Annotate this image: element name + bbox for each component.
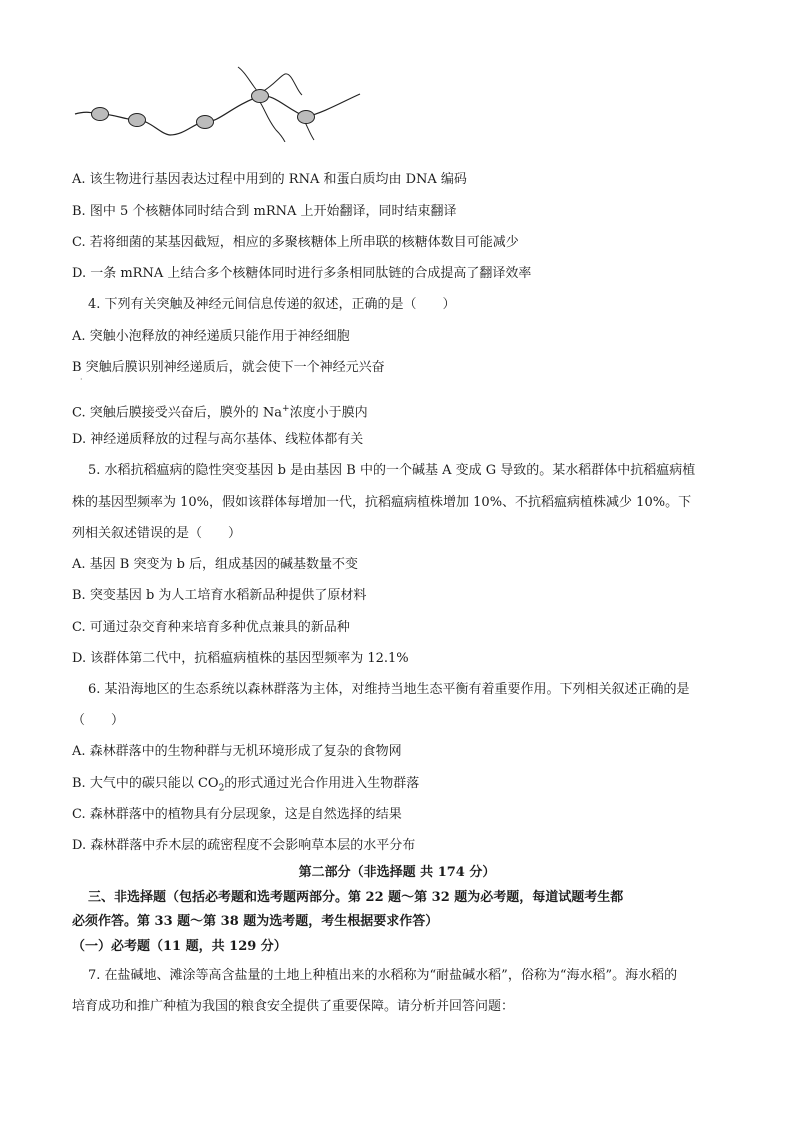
part2-title: 第二部分（非选择题 共 174 分） <box>298 865 496 880</box>
ribosome <box>252 90 269 103</box>
peptide-chain-2 <box>262 74 302 95</box>
q6-option-d: D. 森林群落中乔木层的疏密程度不会影响草本层的水平分布 <box>72 838 416 853</box>
ribosome <box>129 114 146 127</box>
q5-option-a: A. 基因 B 突变为 b 后，组成基因的碱基数量不变 <box>72 557 359 572</box>
q4-option-d: D. 神经递质释放的过程与高尔基体、线粒体都有关 <box>72 432 364 447</box>
q3-option-d: D. 一条 mRNA 上结合多个核糖体同时进行多条相同肽链的合成提高了翻译效率 <box>72 266 532 281</box>
q5-stem-line1: 5. 水稻抗稻瘟病的隐性突变基因 b 是由基因 B 中的一个碱基 A 变成 G 导致的。某水稻群体中抗稻瘟病植 <box>88 463 696 478</box>
q6-option-c: C. 森林群落中的植物具有分层现象，这是自然选择的结果 <box>72 807 402 822</box>
q5-option-c: C. 可通过杂交育种来培育多种优点兼具的新品种 <box>72 620 350 635</box>
q6-option-b: B. 大气中的碳只能以 $CO_2$的形式通过光合作用进入生物群落 <box>72 776 420 794</box>
peptide-chain-3 <box>260 102 285 142</box>
stray-dot-mark: · <box>80 375 83 384</box>
ribosome <box>92 108 109 121</box>
q4-option-c: C. 突触后膜接受兴奋后，膜外的 Na+浓度小于膜内 <box>72 404 368 421</box>
q6-stem-line2: （ ） <box>72 713 125 728</box>
q3-option-b: B. 图中 5 个核糖体同时结合到 mRNA 上开始翻译，同时结束翻译 <box>72 204 457 219</box>
q4-stem: 4. 下列有关突触及神经元间信息传递的叙述，正确的是（ ） <box>88 297 456 312</box>
q6-stem-line1: 6. 某沿海地区的生态系统以森林群落为主体，对维持当地生态平衡有着重要作用。下列相关叙述正确的是 <box>88 682 690 697</box>
q4-option-b: B 突触后膜识别神经递质后，就会使下一个神经元兴奋 <box>72 360 385 375</box>
ribosome <box>298 111 315 124</box>
q7-stem-line1: 7. 在盐碱地、滩涂等高含盐量的土地上种植出来的水稻称为“耐盐碱水稻”，俗称为“海水稻”。海水稻的 <box>88 968 678 983</box>
q3-option-c: C. 若将细菌的某基因截短，相应的多聚核糖体上所串联的核糖体数目可能减少 <box>72 235 519 250</box>
peptide-chain-1 <box>238 67 258 92</box>
q5-option-d: D. 该群体第二代中，抗稻瘟病植株的基因型频率为 12.1% <box>72 651 409 666</box>
section-heading-line1: 三、非选择题（包括必考题和选考题两部分。第 22 题～第 32 题为必考题，每道试题考生都 <box>88 890 624 905</box>
polyribosome-diagram <box>70 62 370 142</box>
required-questions-heading: （一）必考题（11 题，共 129 分） <box>72 939 287 954</box>
q5-option-b: B. 突变基因 b 为人工培育水稻新品种提供了原材料 <box>72 588 367 603</box>
q3-option-a: A. 该生物进行基因表达过程中用到的 RNA 和蛋白质均由 DNA 编码 <box>72 172 467 187</box>
q7-stem-line2: 培育成功和推广种植为我国的粮食安全提供了重要保障。请分析并回答问题： <box>72 999 515 1014</box>
mrna-strand <box>75 94 360 135</box>
q5-stem-line3: 列相关叙述错误的是（ ） <box>72 526 242 541</box>
q6-option-a: A. 森林群落中的生物种群与无机环境形成了复杂的食物网 <box>72 744 402 759</box>
ribosome <box>197 116 214 129</box>
q5-stem-line2: 株的基因型频率为 10%，假如该群体每增加一代，抗稻瘟病植株增加 10%、不抗稻瘟病植株减少 10%。下 <box>72 495 692 510</box>
q4-option-a: A. 突触小泡释放的神经递质只能作用于神经细胞 <box>72 329 350 344</box>
section-heading-line2: 必须作答。第 33 题～第 38 题为选考题，考生根据要求作答） <box>72 914 439 929</box>
